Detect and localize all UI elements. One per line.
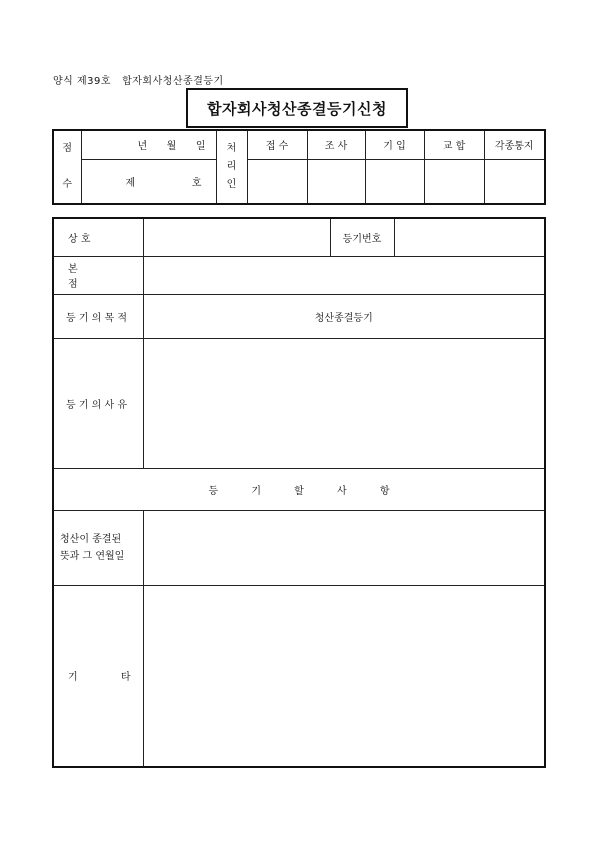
year-label: 년 [137,141,148,153]
receipt-number-cell[interactable] [81,159,216,204]
col-header-entry: 기 입 [365,130,424,159]
reason-label: 등 기 의 사 유 [53,338,143,468]
process-label-3: 인 [226,179,237,190]
stamp-entry[interactable] [365,159,424,204]
receipt-label-bottom: 수 [62,179,73,190]
col-header-receipt: 접 수 [247,130,307,159]
month-label: 월 [166,141,177,153]
reason-field[interactable] [143,338,545,468]
stamp-verification[interactable] [424,159,484,204]
head-office-label: 본 점 [53,256,143,294]
receipt-table [52,129,546,205]
liquidation-field[interactable] [143,510,545,585]
liquidation-label [53,510,143,585]
purpose-field[interactable]: 청산종결등기 [143,294,545,338]
form-identifier [53,72,224,87]
day-label: 일 [195,141,206,153]
form-title: 합자회사청산종결등기신청 [186,88,408,128]
col-header-inspection: 조 사 [307,130,365,159]
process-label [216,130,247,204]
application-table [52,217,546,768]
col-header-notifications: 각종통지 [484,130,545,159]
process-label-2: 리 [226,161,237,172]
form-name: 합자회사청산종결등기 [122,76,224,87]
matters-header: 등 기 할 사 항 [53,468,545,510]
liquidation-label-line1: 청산이 종결된 [60,533,122,545]
process-label-1: 처 [226,143,237,154]
registration-number-label: 등기번호 [330,218,394,256]
trade-name-field[interactable] [143,218,330,256]
form-number: 양식 제39호 [53,76,112,87]
registration-number-field[interactable] [394,218,545,256]
receipt-number-suffix: 호 [191,177,202,189]
stamp-notifications[interactable] [484,159,545,204]
receipt-number-prefix: 제 [125,177,136,189]
other-field[interactable] [143,585,545,767]
receipt-label [53,130,81,204]
receipt-date-cell[interactable] [81,130,216,159]
other-label: 기 타 [53,585,143,767]
col-header-verification: 교 합 [424,130,484,159]
head-office-field[interactable] [143,256,545,294]
stamp-receipt[interactable] [247,159,307,204]
liquidation-label-line2: 뜻과 그 연월일 [60,550,125,562]
stamp-inspection[interactable] [307,159,365,204]
trade-name-label-text: 상 호 [68,233,91,245]
trade-name-label [53,218,143,256]
receipt-label-top: 점 [62,143,73,154]
purpose-label: 등 기 의 목 적 [53,294,143,338]
